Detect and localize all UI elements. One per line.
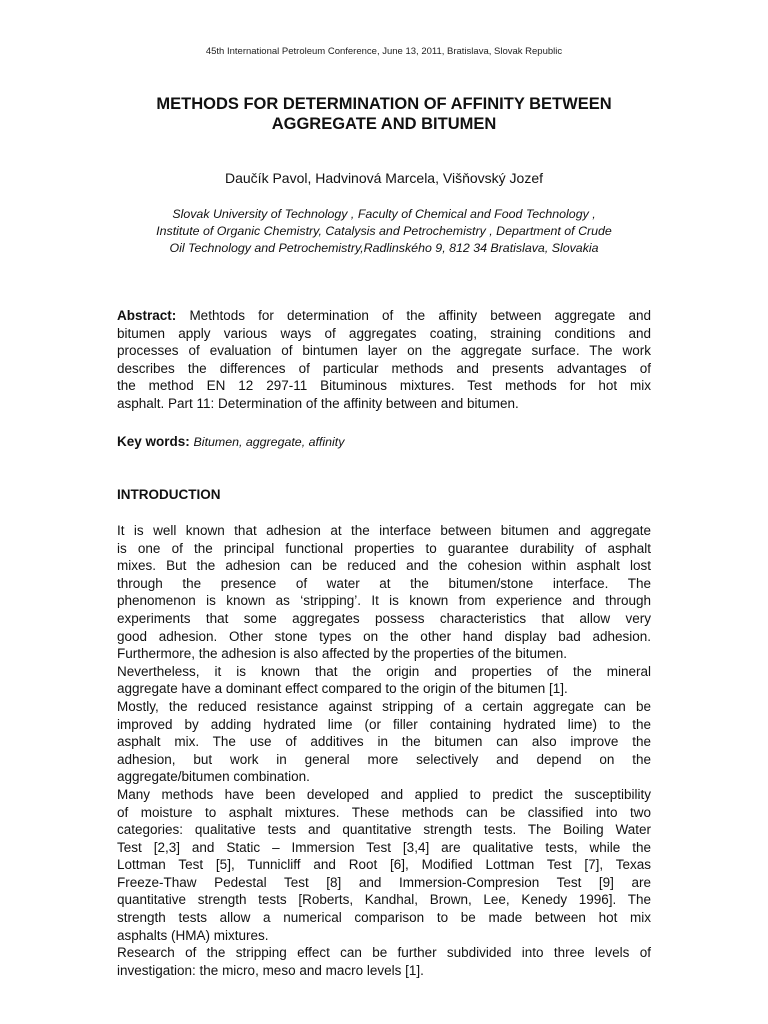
intro-line: through the presence of water at the bitumen/stone interface. The <box>117 575 651 591</box>
conference-header: 45th International Petroleum Conference, June 13, 2011, Bratislava, Slovak Republic <box>205 46 563 57</box>
intro-line: aggregate have a dominant effect compared to the origin of the bitumen [1]. <box>117 681 568 697</box>
intro-line: Many methods have been developed and applied to predict the susceptibility <box>117 786 651 802</box>
paper-title <box>90 94 678 134</box>
intro-line: phenomenon is known as ‘stripping’. It is known from experience and through <box>117 593 651 609</box>
abstract-line: asphalt. Part 11: Determination of the affinity between and bitumen. <box>117 395 519 411</box>
intro-line: asphalt mix. The use of additives in the bitumen can also improve the <box>117 734 651 750</box>
affiliation-line: Slovak University of Technology , Faculty of Chemical and Food Technology , <box>172 207 596 221</box>
affiliation-line: Oil Technology and Petrochemistry,Radlinského 9, 812 34 Bratislava, Slovakia <box>169 241 599 255</box>
title-line: AGGREGATE AND BITUMEN <box>271 115 497 133</box>
keywords-label: Key words: <box>117 434 190 449</box>
keywords <box>117 434 344 449</box>
intro-line: Research of the stripping effect can be further subdivided into three levels of <box>117 945 651 961</box>
intro-line: investigation: the micro, meso and macro levels [1]. <box>117 962 424 978</box>
intro-line: Nevertheless, it is known that the origin and properties of the mineral <box>117 663 651 679</box>
intro-line: Furthermore, the adhesion is also affected by the properties of the bitumen. <box>117 646 568 662</box>
abstract-line <box>117 307 651 325</box>
intro-line: strength tests allow a numerical comparison to be made between hot mix <box>117 910 651 926</box>
author-list: Daučík Pavol, Hadvinová Marcela, Višňovský Jozef <box>225 170 543 186</box>
intro-line: is one of the principal functional properties to guarantee durability of asphalt <box>117 540 651 556</box>
intro-line: asphalts (HMA) mixtures. <box>117 927 269 943</box>
intro-line: of moisture to asphalt mixtures. These methods can be classified into two <box>117 804 651 820</box>
abstract-line: the method EN 12 297-11 Bituminous mixtures. Test methods for hot mix <box>117 378 651 394</box>
abstract-paragraph <box>117 307 651 413</box>
intro-line: Test [2,3] and Static – Immersion Test [3,4] are qualitative tests, while the <box>117 839 651 855</box>
intro-line: aggregate/bitumen combination. <box>117 769 310 785</box>
intro-line: experiments that some aggregates possess characteristics that allow very <box>117 610 651 626</box>
introduction-body <box>117 522 651 979</box>
intro-line: adhesion, but work in general more selectively and depend on the <box>117 751 651 767</box>
abstract-line: describes the differences of particular methods and presents advantages of <box>117 360 651 376</box>
affiliation <box>100 206 668 257</box>
keywords-value: Bitumen, aggregate, affinity <box>193 435 345 449</box>
affiliation-line: Institute of Organic Chemistry, Catalysis and Petrochemistry , Department of Crude <box>156 224 612 238</box>
abstract-line: processes of evaluation of bintumen layer on the aggregate surface. The work <box>117 343 651 359</box>
intro-line: It is well known that adhesion at the interface between bitumen and aggregate <box>117 523 651 538</box>
intro-line: quantitative strength tests [Roberts, Kandhal, Brown, Lee, Kenedy 1996]. The <box>117 892 651 908</box>
intro-line: Freeze-Thaw Pedestal Test [8] and Immersion-Compresion Test [9] are <box>117 874 651 890</box>
intro-line: mixes. But the adhesion can be reduced and the cohesion within asphalt lost <box>117 558 651 574</box>
intro-line: good adhesion. Other stone types on the other hand display bad adhesion. <box>117 628 651 644</box>
section-heading-introduction: INTRODUCTION <box>117 487 221 502</box>
intro-line: categories: qualitative tests and quantitative strength tests. The Boiling Water <box>117 822 651 838</box>
intro-line: Lottman Test [5], Tunnicliff and Root [6], Modified Lottman Test [7], Texas <box>117 857 651 873</box>
intro-line: improved by adding hydrated lime (or filler containing hydrated lime) to the <box>117 716 651 732</box>
abstract-label: Abstract: <box>117 308 177 323</box>
intro-line: Mostly, the reduced resistance against stripping of a certain aggregate can be <box>117 698 651 714</box>
abstract-line-text: Methtods for determination of the affinity between aggregate and <box>189 308 651 323</box>
title-line: METHODS FOR DETERMINATION OF AFFINITY BETWEEN <box>156 95 612 113</box>
abstract-line: bitumen apply various ways of aggregates coating, straining conditions and <box>117 325 651 341</box>
